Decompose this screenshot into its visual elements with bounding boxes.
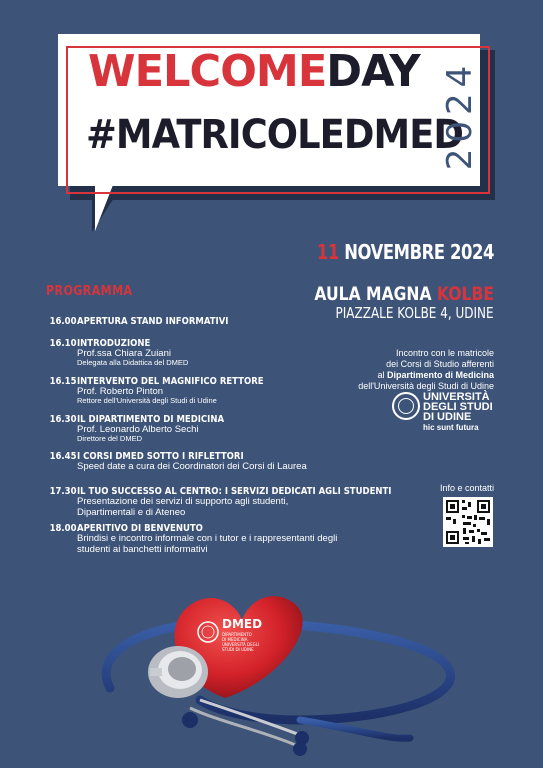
item-sub: Delegata alla Didattica del DMED <box>77 358 189 367</box>
year-vertical: 2024 <box>440 59 480 171</box>
item-time: 16.30 <box>49 414 77 425</box>
item-time: 17.30 <box>49 486 77 497</box>
university-name-line-2: DEGLI STUDI <box>423 401 493 413</box>
item-time: 16.45 <box>49 451 77 462</box>
intro-line-3 <box>294 370 494 381</box>
item-time: 16.15 <box>49 376 77 387</box>
university-logo <box>392 392 502 432</box>
item-title: I CORSI DMED SOTTO I RIFLETTORI <box>77 451 244 462</box>
intro-line-4: dell'Università degli Studi di Udine <box>358 381 494 391</box>
university-name <box>423 392 493 422</box>
university-name-line-3: DI UDINE <box>423 411 472 423</box>
item-desc: Prof.ssa Chiara Zuiani <box>77 348 171 359</box>
qr-code-icon[interactable] <box>443 497 493 547</box>
heart-stethoscope-illustration <box>0 560 543 768</box>
event-date-rest: NOVEMBRE 2024 <box>338 240 494 264</box>
item-title: APERITIVO DI BENVENUTO <box>77 523 203 534</box>
event-date <box>317 240 494 264</box>
event-date-day: 11 <box>316 240 339 264</box>
item-desc: Prof. Roberto Pinton <box>77 386 164 397</box>
title-day: DAY <box>326 46 420 97</box>
item-title: INTERVENTO DEL MAGNIFICO RETTORE <box>77 376 264 387</box>
item-desc: Prof. Leonardo Alberto Sechi <box>77 424 199 435</box>
item-desc: Brindisi e incontro informale con i tutor e i rappresentanti degli studenti ai banchetti informativi <box>77 533 338 555</box>
event-venue <box>314 283 494 305</box>
contacts-label: Info e contatti <box>440 483 495 493</box>
heart-brand: DMED <box>222 617 263 631</box>
intro-line-3-pre: al <box>377 370 387 380</box>
intro-line-3-bold: Dipartimento di Medicina <box>386 370 494 380</box>
item-desc: Presentazione dei servizi di supporto agli studenti, Dipartimentali e di Ateneo <box>77 496 289 518</box>
heart-line-3: UNIVERSITÀ DEGLI <box>222 642 260 647</box>
intro-line-1: Incontro con le matricole <box>395 348 494 358</box>
venue-name: AULA MAGNA <box>314 283 437 305</box>
venue-highlight: KOLBE <box>436 283 494 305</box>
hashtag: #MATRICOLEDMED <box>86 112 464 158</box>
item-sub: Direttore del DMED <box>77 434 143 443</box>
event-address: PIAZZALE KOLBE 4, UDINE <box>335 304 494 322</box>
heart-line-1: DIPARTIMENTO <box>222 632 252 637</box>
item-title: IL TUO SUCCESSO AL CENTRO: I SERVIZI DEDICATI AGLI STUDENTI <box>77 486 392 497</box>
item-desc: Speed date a cura dei Coordinatori dei Corsi di Laurea <box>77 461 307 472</box>
item-time: 16.00 <box>49 316 77 327</box>
intro-line-2: dei Corsi di Studio afferenti <box>386 359 494 369</box>
item-title: IL DIPARTIMENTO DI MEDICINA <box>77 414 225 425</box>
welcome-day-title <box>88 46 420 97</box>
heart-line-2: DI MEDICINA <box>222 637 248 642</box>
item-time: 18.00 <box>49 523 77 534</box>
item-title: INTRODUZIONE <box>77 338 151 349</box>
university-seal-icon <box>392 392 420 420</box>
item-sub: Rettore dell'Università degli Studi di Udine <box>77 396 217 405</box>
item-title: APERTURA STAND INFORMATIVI <box>77 316 229 327</box>
university-name-line-1: UNIVERSITÀ <box>423 391 490 403</box>
item-time: 16.10 <box>49 338 77 349</box>
programma-title: PROGRAMMA <box>46 284 133 299</box>
heart-line-4: STUDI DI UDINE <box>222 647 254 652</box>
title-welcome: WELCOME <box>88 46 327 97</box>
university-motto: hic sunt futura <box>423 423 479 432</box>
